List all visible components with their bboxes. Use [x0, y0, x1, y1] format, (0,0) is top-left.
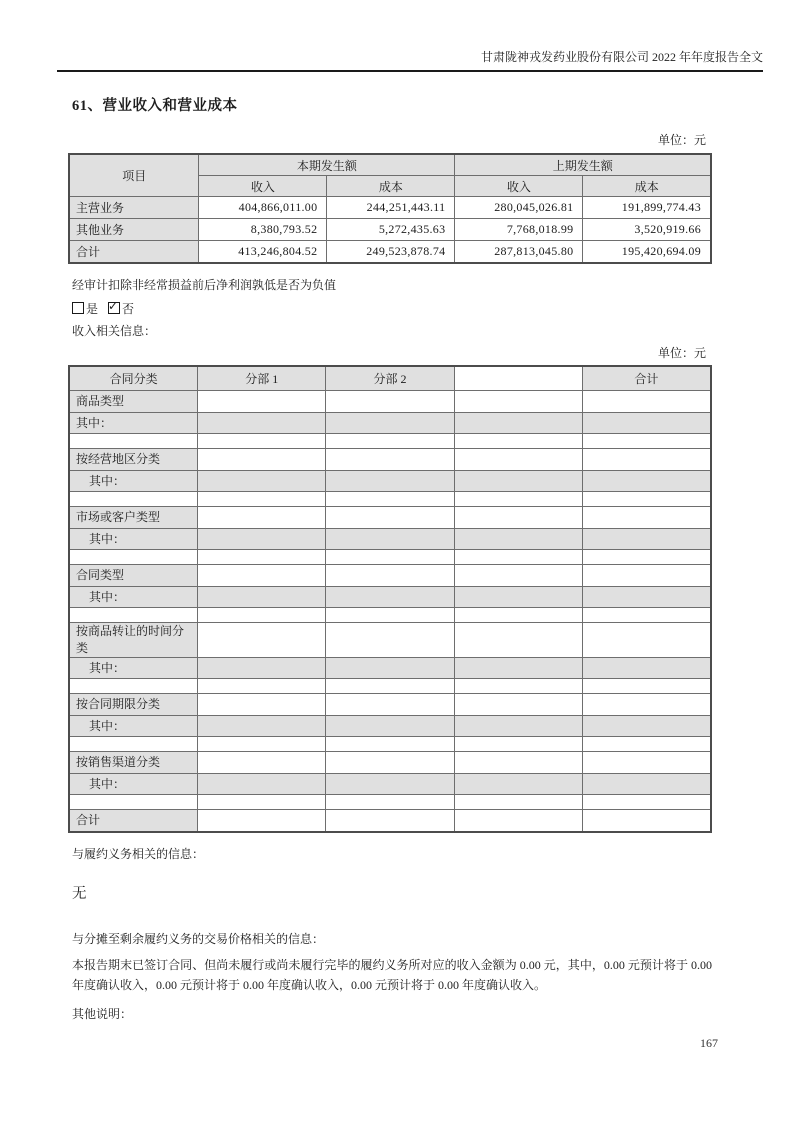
empty-value-cell	[454, 391, 582, 413]
empty-value-cell	[198, 774, 326, 795]
row-label-cell: 其中：	[69, 529, 198, 550]
row-label-cell: 按经营地区分类	[69, 449, 198, 471]
empty-value-cell	[326, 737, 454, 752]
empty-value-cell	[582, 716, 711, 737]
empty-value-cell	[454, 752, 582, 774]
empty-value-cell	[582, 471, 711, 492]
checkbox-no-checked-icon	[108, 302, 120, 314]
row-label-cell: 其中：	[69, 413, 198, 434]
empty-value-cell	[198, 449, 326, 471]
empty-value-cell	[326, 413, 454, 434]
contract-class-row	[69, 587, 711, 608]
contract-class-row	[69, 623, 711, 658]
empty-value-cell	[326, 752, 454, 774]
checkbox-yes-label: 是	[86, 302, 99, 316]
contract-class-row	[69, 774, 711, 795]
contract-class-row	[69, 737, 711, 752]
empty-value-cell	[582, 737, 711, 752]
row-label-cell	[69, 434, 198, 449]
contract-class-row	[69, 716, 711, 737]
income-cost-header-row-1	[69, 154, 711, 176]
empty-value-cell	[326, 587, 454, 608]
income-cost-row	[69, 241, 711, 264]
empty-value-cell	[582, 550, 711, 565]
empty-value-cell	[198, 550, 326, 565]
empty-value-cell	[326, 507, 454, 529]
empty-value-cell	[326, 716, 454, 737]
col-header-contract-class: 合同分类	[69, 366, 198, 391]
row-label-cell	[69, 492, 198, 507]
col-header-current-period: 本期发生额	[199, 154, 455, 176]
empty-value-cell	[454, 774, 582, 795]
empty-value-cell	[582, 810, 711, 833]
empty-value-cell	[198, 752, 326, 774]
page-number: 167	[700, 1036, 718, 1050]
contract-class-row	[69, 507, 711, 529]
empty-value-cell	[198, 587, 326, 608]
empty-value-cell	[454, 658, 582, 679]
audit-option-no	[108, 302, 134, 316]
empty-value-cell	[454, 587, 582, 608]
empty-value-cell	[198, 391, 326, 413]
empty-value-cell	[582, 795, 711, 810]
row-label-cell: 其中：	[69, 587, 198, 608]
col-header-blank	[454, 366, 582, 391]
income-cost-table-body	[69, 197, 711, 264]
empty-value-cell	[582, 608, 711, 623]
empty-value-cell	[326, 492, 454, 507]
contract-class-row	[69, 413, 711, 434]
contract-class-table-body	[69, 391, 711, 833]
empty-value-cell	[582, 434, 711, 449]
empty-value-cell	[454, 471, 582, 492]
contract-class-row	[69, 471, 711, 492]
performance-obligation-label: 与履约义务相关的信息：	[72, 847, 205, 861]
contract-class-row	[69, 795, 711, 810]
contract-class-row	[69, 810, 711, 833]
empty-value-cell	[198, 658, 326, 679]
empty-value-cell	[326, 565, 454, 587]
empty-value-cell	[454, 737, 582, 752]
header-rule	[57, 70, 763, 72]
empty-value-cell	[454, 810, 582, 833]
empty-value-cell	[326, 795, 454, 810]
income-cost-row	[69, 197, 711, 219]
empty-value-cell	[582, 587, 711, 608]
empty-value-cell	[454, 507, 582, 529]
amount-cell: 7,768,018.99	[455, 219, 583, 241]
unit-label: 单位：元	[657, 133, 706, 147]
remaining-price-paragraph: 本报告期末已签订合同、但尚未履行或尚未履行完毕的履约义务所对应的收入金额为 0.00 元，其中，0.00 元预计将于 0.00 年度确认收入，0.00 元预计将于 0.00 年度确认收入，0.00 元预计将于 0.00 年度确认收入。	[72, 958, 712, 992]
empty-value-cell	[198, 737, 326, 752]
col-header-prior-cost: 成本	[583, 176, 711, 197]
amount-cell: 249,523,878.74	[327, 241, 455, 264]
row-label-cell: 市场或客户类型	[69, 507, 198, 529]
empty-value-cell	[198, 529, 326, 550]
empty-value-cell	[454, 529, 582, 550]
row-label-cell: 合同类型	[69, 565, 198, 587]
row-label-cell: 按销售渠道分类	[69, 752, 198, 774]
row-label-cell: 合计	[69, 241, 199, 264]
amount-cell: 195,420,694.09	[583, 241, 711, 264]
empty-value-cell	[454, 694, 582, 716]
checkbox-yes-icon	[72, 302, 84, 314]
empty-value-cell	[326, 471, 454, 492]
empty-value-cell	[326, 623, 454, 658]
empty-value-cell	[326, 608, 454, 623]
empty-value-cell	[198, 413, 326, 434]
row-label-cell: 其中：	[69, 658, 198, 679]
contract-class-row	[69, 694, 711, 716]
empty-value-cell	[326, 391, 454, 413]
empty-value-cell	[198, 623, 326, 658]
other-notes-label: 其他说明：	[72, 1007, 133, 1021]
col-header-segment-1: 分部 1	[198, 366, 326, 391]
contract-class-row	[69, 658, 711, 679]
empty-value-cell	[198, 716, 326, 737]
empty-value-cell	[326, 658, 454, 679]
empty-value-cell	[326, 434, 454, 449]
amount-cell: 404,866,011.00	[199, 197, 327, 219]
remaining-price-label: 与分摊至剩余履约义务的交易价格相关的信息：	[72, 932, 325, 946]
empty-value-cell	[454, 565, 582, 587]
row-label-cell	[69, 608, 198, 623]
contract-class-row	[69, 550, 711, 565]
amount-cell: 5,272,435.63	[327, 219, 455, 241]
empty-value-cell	[582, 492, 711, 507]
empty-value-cell	[582, 529, 711, 550]
empty-value-cell	[326, 679, 454, 694]
amount-cell: 3,520,919.66	[583, 219, 711, 241]
empty-value-cell	[198, 565, 326, 587]
audit-option-yes	[72, 302, 98, 316]
contract-table-header-row	[69, 366, 711, 391]
col-header-prior-period: 上期发生额	[455, 154, 711, 176]
col-header-segment-2: 分部 2	[326, 366, 454, 391]
row-label-cell	[69, 737, 198, 752]
row-label-cell	[69, 795, 198, 810]
income-cost-table	[68, 153, 712, 264]
checkbox-no-label: 否	[122, 302, 135, 316]
row-label-cell: 商品类型	[69, 391, 198, 413]
empty-value-cell	[326, 774, 454, 795]
amount-cell: 8,380,793.52	[199, 219, 327, 241]
empty-value-cell	[198, 795, 326, 810]
empty-value-cell	[198, 810, 326, 833]
empty-value-cell	[454, 434, 582, 449]
col-header-prior-revenue: 收入	[455, 176, 583, 197]
empty-value-cell	[454, 716, 582, 737]
row-label-cell	[69, 550, 198, 565]
empty-value-cell	[582, 774, 711, 795]
contract-class-row	[69, 391, 711, 413]
empty-value-cell	[326, 810, 454, 833]
contract-class-row	[69, 679, 711, 694]
row-label-cell: 其中：	[69, 774, 198, 795]
empty-value-cell	[326, 550, 454, 565]
contract-class-row	[69, 529, 711, 550]
empty-value-cell	[582, 413, 711, 434]
empty-value-cell	[198, 492, 326, 507]
section-title: 61、营业收入和营业成本	[72, 98, 238, 114]
empty-value-cell	[198, 507, 326, 529]
row-label-cell: 主营业务	[69, 197, 199, 219]
running-header-title: 甘肃陇神戎发药业股份有限公司 2022 年年度报告全文	[480, 50, 763, 64]
amount-cell: 413,246,804.52	[199, 241, 327, 264]
empty-value-cell	[454, 550, 582, 565]
empty-value-cell	[326, 529, 454, 550]
row-label-cell: 其中：	[69, 716, 198, 737]
empty-value-cell	[198, 434, 326, 449]
unit-label-2: 单位：元	[657, 346, 706, 360]
empty-value-cell	[326, 694, 454, 716]
revenue-info-label: 收入相关信息：	[72, 324, 157, 338]
empty-value-cell	[454, 623, 582, 658]
empty-value-cell	[582, 694, 711, 716]
income-cost-row	[69, 219, 711, 241]
empty-value-cell	[582, 507, 711, 529]
amount-cell: 280,045,026.81	[455, 197, 583, 219]
empty-value-cell	[582, 752, 711, 774]
empty-value-cell	[454, 449, 582, 471]
empty-value-cell	[198, 694, 326, 716]
empty-value-cell	[454, 795, 582, 810]
row-label-cell: 合计	[69, 810, 198, 833]
amount-cell: 244,251,443.11	[327, 197, 455, 219]
contract-class-row	[69, 434, 711, 449]
empty-value-cell	[582, 449, 711, 471]
row-label-cell: 按商品转让的时间分类	[69, 623, 198, 658]
contract-classification-table	[68, 365, 712, 833]
col-header-current-cost: 成本	[327, 176, 455, 197]
empty-value-cell	[198, 679, 326, 694]
row-label-cell: 其中：	[69, 471, 198, 492]
empty-value-cell	[454, 413, 582, 434]
audit-question: 经审计扣除非经常损益前后净利润孰低是否为负值	[72, 278, 337, 292]
col-header-current-revenue: 收入	[199, 176, 327, 197]
col-header-item: 项目	[69, 154, 199, 197]
empty-value-cell	[454, 608, 582, 623]
row-label-cell	[69, 679, 198, 694]
amount-cell: 191,899,774.43	[583, 197, 711, 219]
contract-class-row	[69, 752, 711, 774]
empty-value-cell	[198, 471, 326, 492]
page-content	[68, 94, 712, 1022]
row-label-cell: 按合同期限分类	[69, 694, 198, 716]
empty-value-cell	[582, 565, 711, 587]
empty-value-cell	[198, 608, 326, 623]
row-label-cell: 其他业务	[69, 219, 199, 241]
contract-class-row	[69, 565, 711, 587]
empty-value-cell	[582, 623, 711, 658]
contract-class-row	[69, 492, 711, 507]
empty-value-cell	[454, 492, 582, 507]
empty-value-cell	[326, 449, 454, 471]
empty-value-cell	[454, 679, 582, 694]
performance-obligation-value: 无	[72, 886, 87, 902]
empty-value-cell	[582, 391, 711, 413]
col-header-total: 合计	[582, 366, 711, 391]
empty-value-cell	[582, 679, 711, 694]
audit-answer-line	[72, 302, 712, 316]
amount-cell: 287,813,045.80	[455, 241, 583, 264]
empty-value-cell	[582, 658, 711, 679]
contract-class-row	[69, 449, 711, 471]
contract-class-row	[69, 608, 711, 623]
